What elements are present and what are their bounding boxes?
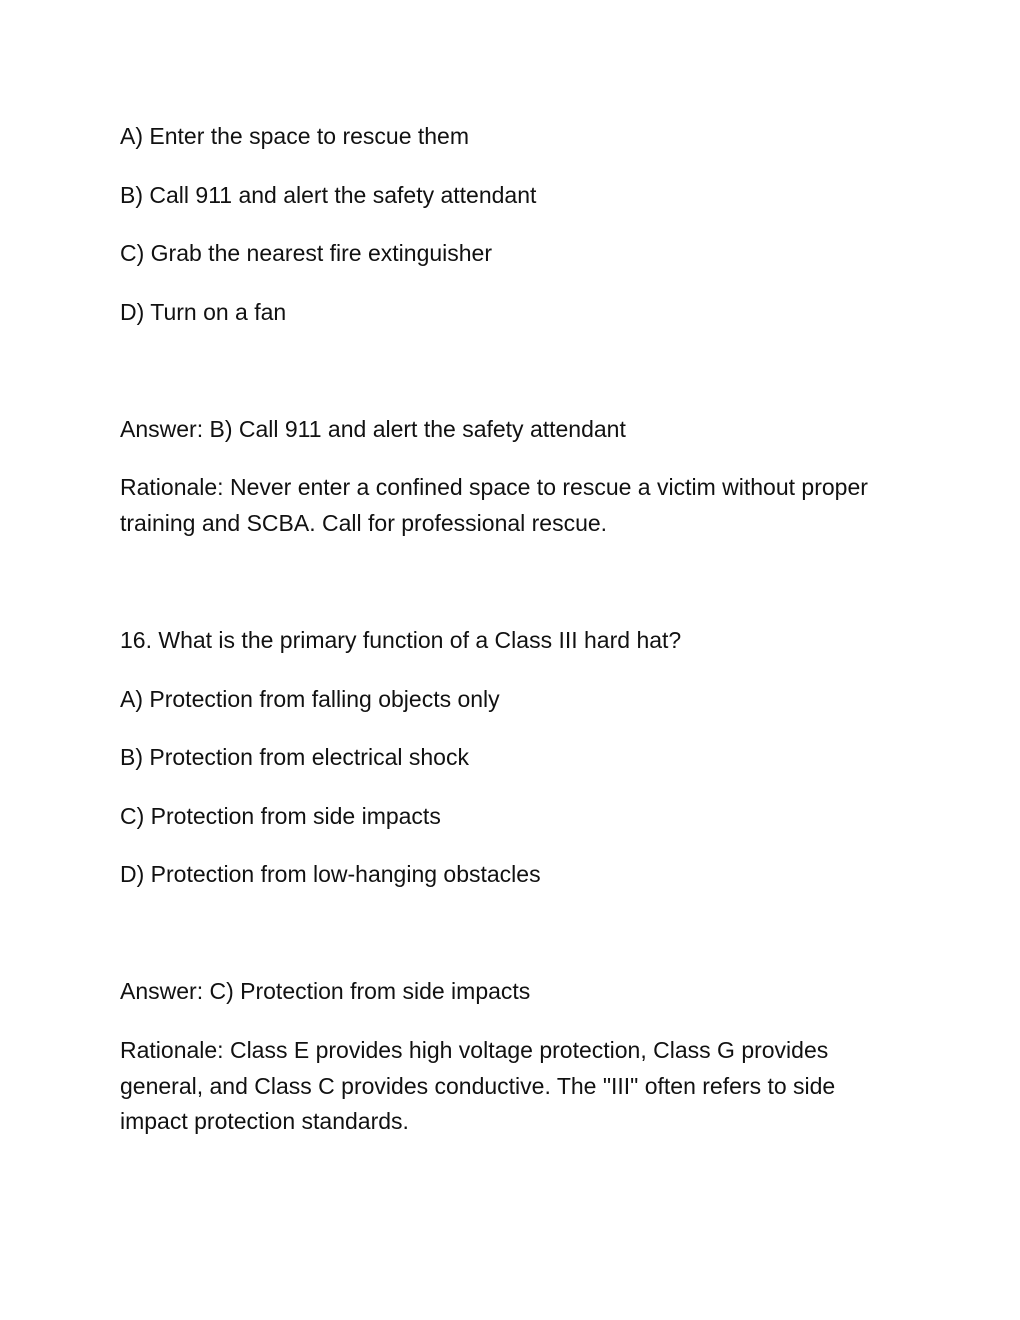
q16-answer: Answer: C) Protection from side impacts xyxy=(120,978,531,1004)
q15-option-c: C) Grab the nearest fire extinguisher xyxy=(120,240,493,266)
q16-question: 16. What is the primary function of a Class III hard hat? xyxy=(120,627,682,653)
q15-option-a: A) Enter the space to rescue them xyxy=(120,123,470,149)
q15-option-b: B) Call 911 and alert the safety attendant xyxy=(120,182,537,208)
q16-option-c: C) Protection from side impacts xyxy=(120,803,441,829)
q16-option-d: D) Protection from low-hanging obstacles xyxy=(120,861,541,887)
q16-rationale: Rationale: Class E provides high voltage protection, Class G provides general, and Class C provides conductive. The "III" often refers to side impact protection standards. xyxy=(120,1037,836,1134)
q15-answer: Answer: B) Call 911 and alert the safety attendant xyxy=(120,416,626,442)
q15-rationale: Rationale: Never enter a confined space to rescue a victim without proper training and SCBA. Call for professional rescue. xyxy=(120,474,868,536)
q16-option-b: B) Protection from electrical shock xyxy=(120,744,469,770)
q15-option-d: D) Turn on a fan xyxy=(120,299,287,325)
q16-option-a: A) Protection from falling objects only xyxy=(120,686,500,712)
